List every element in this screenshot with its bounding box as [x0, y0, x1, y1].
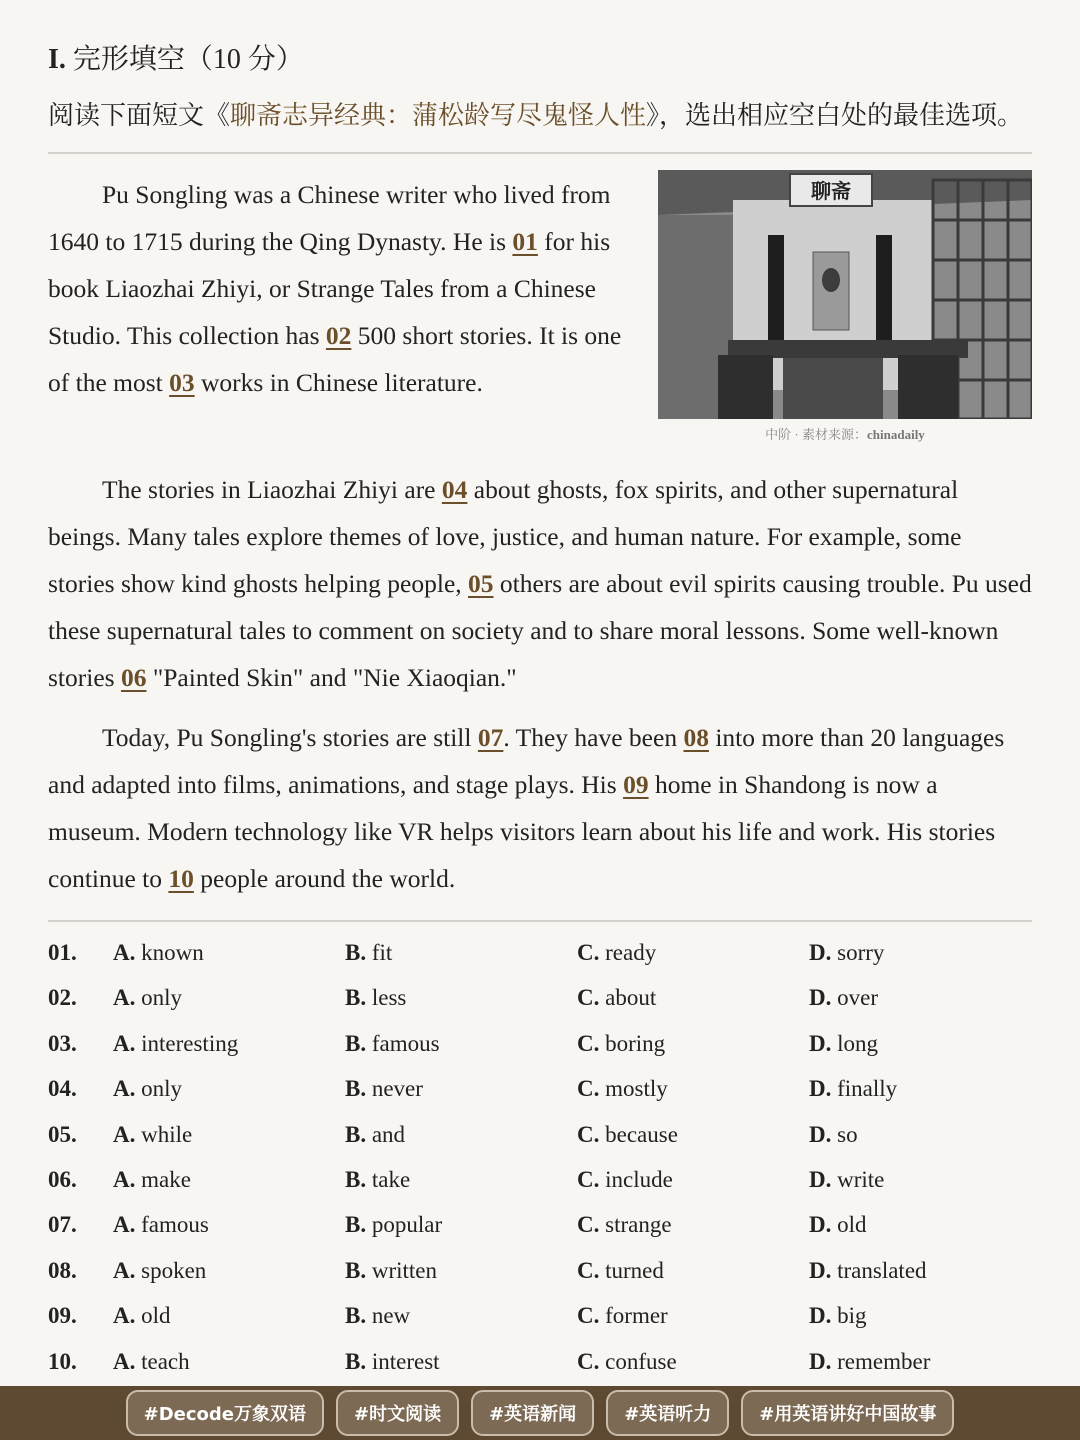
blank-09: 09 [623, 770, 649, 799]
option-text: include [605, 1166, 673, 1192]
text-run: home in Shandong is now a museum. Modern technology like VR helps visitors learn about his life and work. His stories continue to [48, 770, 996, 893]
question-number: 02. [48, 985, 77, 1011]
option-text: only [141, 1076, 183, 1102]
option-row-01 [48, 930, 1032, 975]
option-letter: B. [345, 1121, 367, 1147]
text-run: others are about evil spirits causing trouble. Pu used these supernatural tales to comment on society and to share moral lessons. Some well-known stories [48, 569, 1032, 692]
option-d[interactable] [809, 975, 878, 1020]
instructions-prefix: 阅读下面短文《 [48, 101, 231, 130]
options-list [48, 930, 1032, 1384]
option-letter: A. [113, 1303, 136, 1329]
option-d[interactable] [809, 1293, 867, 1338]
text-run: Today, Pu Songling's stories are still [102, 723, 478, 752]
option-a[interactable] [113, 1066, 182, 1111]
option-text: and [371, 1121, 406, 1147]
tag-current-reading[interactable]: #时文阅读 [336, 1390, 459, 1436]
option-text: so [837, 1121, 858, 1147]
option-text: take [371, 1166, 411, 1192]
instructions [48, 96, 1023, 136]
question-number: 08. [48, 1257, 77, 1283]
option-c[interactable] [577, 1293, 668, 1338]
option-text: former [605, 1303, 668, 1329]
option-letter: C. [577, 1121, 600, 1147]
option-c[interactable] [577, 930, 656, 975]
option-a[interactable] [113, 1157, 191, 1202]
option-letter: D. [809, 1303, 832, 1329]
question-number: 10. [48, 1348, 77, 1374]
option-row-04 [48, 1066, 1032, 1111]
caption-source: chinadaily [867, 427, 925, 442]
option-d[interactable] [809, 1112, 858, 1157]
option-d[interactable] [809, 1248, 927, 1293]
option-letter: D. [809, 1257, 832, 1283]
option-c[interactable] [577, 1112, 678, 1157]
option-a[interactable] [113, 930, 204, 975]
option-row-05 [48, 1112, 1032, 1157]
option-letter: C. [577, 1257, 600, 1283]
option-a[interactable] [113, 1248, 206, 1293]
option-letter: D. [809, 1076, 832, 1102]
question-number: 03. [48, 1030, 77, 1056]
option-letter: C. [577, 1166, 600, 1192]
blank-06: 06 [120, 663, 147, 692]
option-letter: D. [809, 1030, 832, 1056]
question-number: 05. [48, 1121, 77, 1147]
option-text: old [837, 1212, 867, 1238]
option-letter: D. [809, 1348, 832, 1374]
option-text: popular [371, 1212, 443, 1238]
option-row-07 [48, 1202, 1032, 1247]
question-number: 01. [48, 940, 77, 965]
option-letter: B. [345, 1257, 367, 1283]
text-run: about ghosts, fox spirits, and other supernatural beings. Many tales explore themes of love, justice, and human nature. For example, some stories show kind ghosts helping people, [48, 475, 962, 598]
option-row-06 [48, 1157, 1032, 1202]
text-run: people around the world. [193, 864, 456, 893]
question-number: 09. [48, 1303, 77, 1329]
option-row-02 [48, 975, 1032, 1020]
option-letter: B. [345, 1166, 367, 1192]
option-text: spoken [141, 1257, 207, 1283]
text-run: . They have been [503, 723, 684, 752]
option-text: old [141, 1303, 171, 1329]
option-c[interactable] [577, 975, 656, 1020]
liaozhai-study-photo [658, 170, 1032, 419]
option-text: because [605, 1121, 678, 1147]
tag-english-news[interactable]: #英语新闻 [471, 1390, 594, 1436]
option-letter: A. [113, 1257, 136, 1283]
option-text: write [837, 1166, 885, 1192]
blank-07: 07 [477, 723, 504, 752]
text-run: works in Chinese literature. [194, 368, 483, 397]
option-letter: C. [577, 940, 600, 965]
option-letter: B. [345, 1030, 367, 1056]
option-d[interactable] [809, 1066, 897, 1111]
option-text: finally [837, 1076, 898, 1102]
option-c[interactable] [577, 1339, 677, 1384]
option-d[interactable] [809, 930, 884, 975]
option-c[interactable] [577, 1248, 664, 1293]
option-text: about [605, 985, 657, 1011]
option-letter: C. [577, 1348, 600, 1374]
option-letter: A. [113, 1076, 136, 1102]
blank-02: 02 [325, 321, 352, 350]
option-letter: C. [577, 1212, 600, 1238]
option-text: turned [605, 1257, 664, 1283]
option-letter: C. [577, 1076, 600, 1102]
option-text: boring [605, 1030, 666, 1056]
instructions-suffix: 》，选出相应空白处的最佳选项。 [646, 101, 1024, 130]
option-letter: A. [113, 1348, 136, 1374]
paragraph-2 [48, 466, 1032, 701]
option-c[interactable] [577, 1066, 668, 1111]
text-run: Pu Songling was a Chinese writer who lived from 1640 to 1715 during the Qing Dynasty. He is [48, 180, 611, 256]
option-letter: D. [809, 1212, 832, 1238]
tag-china-stories[interactable]: #用英语讲好中国故事 [741, 1390, 954, 1436]
photo-caption [658, 424, 1032, 443]
option-text: sorry [837, 940, 885, 965]
option-row-09 [48, 1293, 1032, 1338]
question-number: 06. [48, 1166, 77, 1192]
option-letter: B. [345, 1348, 367, 1374]
option-text: known [141, 940, 204, 965]
option-letter: B. [345, 985, 367, 1011]
option-letter: C. [577, 985, 600, 1011]
question-number: 04. [48, 1076, 77, 1102]
option-row-08 [48, 1248, 1032, 1293]
section-number: I. [48, 44, 66, 75]
option-text: while [141, 1121, 193, 1147]
article-title: 聊斋志异经典：蒲松龄写尽鬼怪人性 [230, 101, 647, 130]
option-row-10 [48, 1339, 1032, 1384]
option-letter: D. [809, 940, 832, 965]
option-b[interactable] [345, 1248, 437, 1293]
option-text: make [141, 1166, 191, 1192]
option-d[interactable] [809, 1202, 867, 1247]
option-text: never [371, 1076, 423, 1102]
tag-english-listening[interactable]: #英语听力 [606, 1390, 729, 1436]
option-letter: A. [113, 940, 136, 965]
option-text: ready [605, 940, 657, 965]
option-letter: B. [345, 940, 367, 965]
text-run: into more than 20 languages and adapted into films, animations, and stage plays. His [48, 723, 1005, 799]
option-text: interest [371, 1348, 440, 1374]
option-row-03 [48, 1021, 1032, 1066]
option-letter: D. [809, 985, 832, 1011]
blank-03: 03 [169, 368, 195, 397]
option-letter: A. [113, 1212, 136, 1238]
option-text: strange [605, 1212, 672, 1238]
blank-05: 05 [468, 569, 494, 598]
option-text: confuse [605, 1348, 677, 1374]
option-a[interactable] [113, 1112, 192, 1157]
option-b[interactable] [345, 1293, 410, 1338]
footer-tag-bar [0, 1386, 1080, 1440]
option-letter: D. [809, 1121, 832, 1147]
option-letter: B. [345, 1212, 367, 1238]
option-d[interactable] [809, 1339, 930, 1384]
option-letter: C. [577, 1030, 600, 1056]
blank-08: 08 [683, 723, 709, 752]
option-d[interactable] [809, 1157, 884, 1202]
option-c[interactable] [577, 1202, 672, 1247]
option-b[interactable] [345, 930, 392, 975]
option-text: interesting [141, 1030, 239, 1056]
option-text: big [837, 1303, 867, 1329]
paragraph-1 [48, 171, 640, 406]
question-number: 07. [48, 1212, 77, 1238]
text-run: The stories in Liaozhai Zhiyi are [102, 475, 442, 504]
option-a[interactable] [113, 1293, 171, 1338]
option-letter: C. [577, 1303, 600, 1329]
option-a[interactable] [113, 1021, 238, 1066]
option-c[interactable] [577, 1021, 665, 1066]
option-letter: D. [809, 1166, 832, 1192]
text-run: "Painted Skin" and "Nie Xiaoqian." [146, 663, 517, 692]
blank-01: 01 [512, 227, 538, 256]
option-text: famous [141, 1212, 209, 1238]
option-text: remember [837, 1348, 931, 1374]
option-text: long [837, 1030, 879, 1056]
option-text: less [371, 985, 407, 1011]
option-b[interactable] [345, 1112, 405, 1157]
option-b[interactable] [345, 1202, 442, 1247]
section-title-text: 完形填空（10 分） [72, 44, 304, 75]
option-text: written [371, 1257, 437, 1283]
divider-options [48, 920, 1032, 922]
option-b[interactable] [345, 1157, 410, 1202]
divider-top [48, 152, 1032, 154]
blank-04: 04 [441, 475, 468, 504]
option-b[interactable] [345, 1066, 423, 1111]
section-title [48, 40, 304, 80]
blank-10: 10 [168, 864, 194, 893]
option-d[interactable] [809, 1021, 878, 1066]
tag-decode[interactable]: #Decode万象双语 [126, 1390, 324, 1436]
paragraph-3 [48, 714, 1032, 902]
option-text: over [837, 985, 878, 1011]
option-letter: B. [345, 1303, 367, 1329]
text-run: for his book Liaozhai Zhiyi, or Strange Tales from a Chinese Studio. This collection has [48, 227, 611, 350]
option-c[interactable] [577, 1157, 673, 1202]
option-b[interactable] [345, 1339, 440, 1384]
option-letter: A. [113, 1030, 136, 1056]
option-text: translated [837, 1257, 927, 1283]
option-text: mostly [605, 1076, 668, 1102]
option-b[interactable] [345, 1021, 440, 1066]
option-text: teach [141, 1348, 190, 1374]
caption-prefix: 中阶 · 素材来源： [765, 427, 868, 442]
option-text: fit [371, 940, 393, 965]
option-letter: A. [113, 1166, 136, 1192]
text-run: 500 short stories. It is one of the most [48, 321, 622, 397]
option-b[interactable] [345, 975, 406, 1020]
plaque-text: 聊斋 [811, 179, 851, 203]
option-text: new [371, 1303, 411, 1329]
option-text: only [141, 985, 183, 1011]
option-a[interactable] [113, 975, 182, 1020]
option-letter: A. [113, 1121, 136, 1147]
option-a[interactable] [113, 1339, 190, 1384]
option-letter: A. [113, 985, 136, 1011]
option-letter: B. [345, 1076, 367, 1102]
option-text: famous [371, 1030, 440, 1056]
option-a[interactable] [113, 1202, 209, 1247]
